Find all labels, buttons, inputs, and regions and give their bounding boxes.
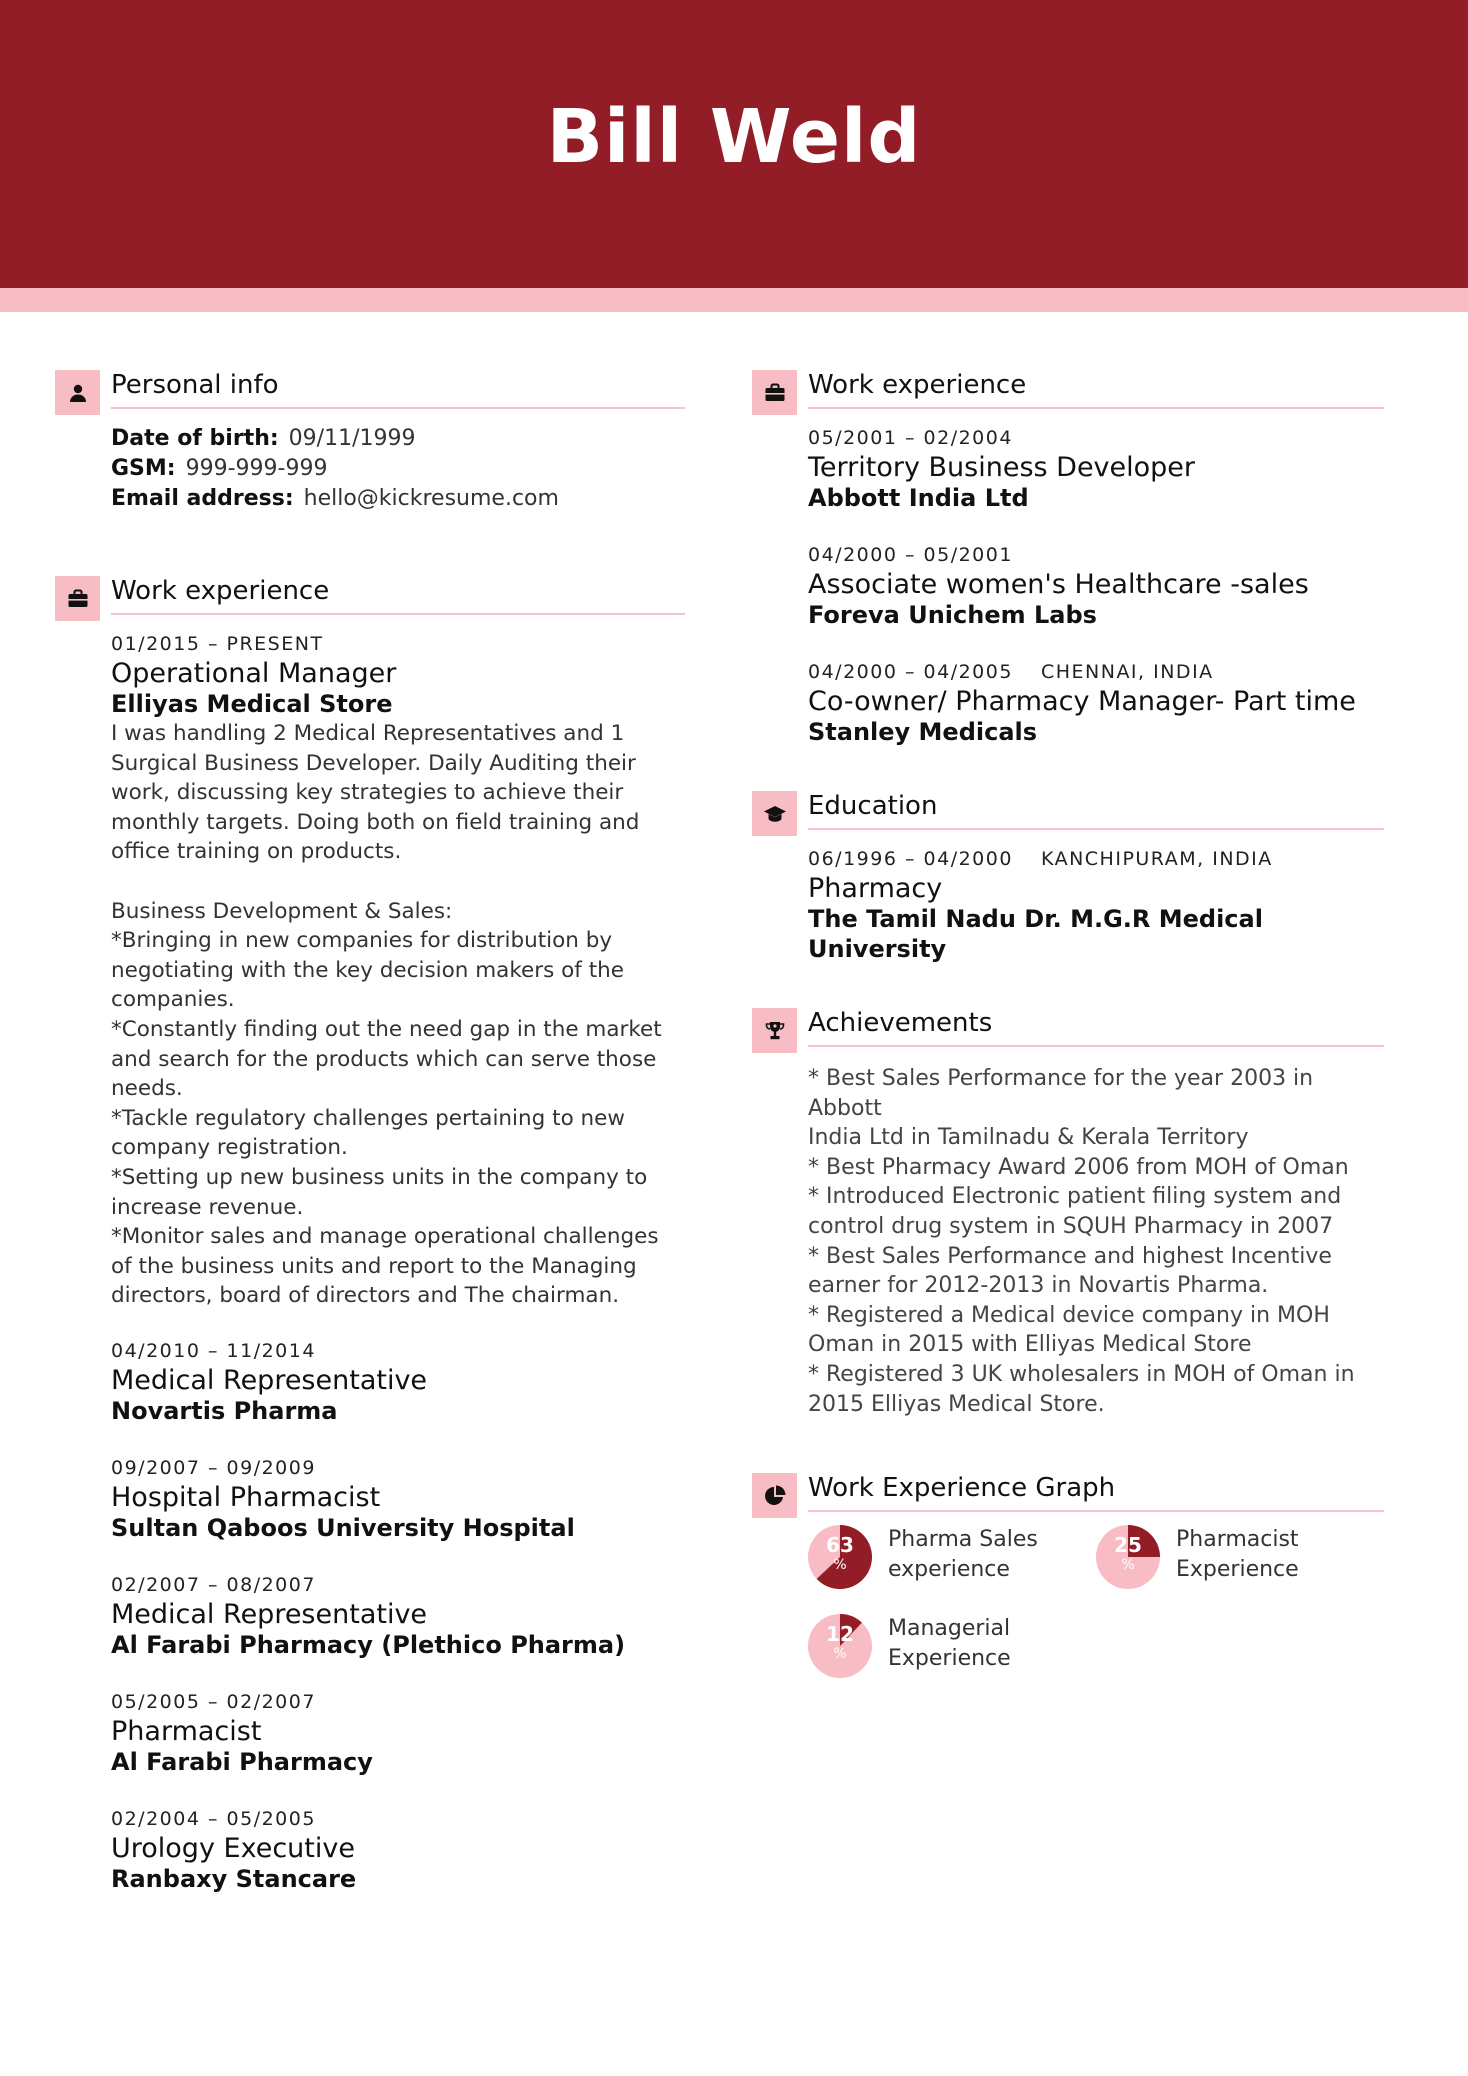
- header-stripe: [0, 288, 1468, 312]
- section-divider: [111, 407, 685, 409]
- section-divider: [111, 613, 685, 615]
- section-divider: [808, 1510, 1384, 1512]
- section-title: Work experience: [808, 370, 1027, 400]
- job-entry: [808, 658, 1384, 747]
- education-dates: 06/1996 – 04/2000 KANCHIPURAM, INDIA: [808, 848, 1273, 870]
- achievements-text: * Best Sales Performance for the year 2003 in Abbott India Ltd in Tamilnadu & Kerala Territory * Best Pharmacy Award 2006 from MOH of Oman * Introduced Electronic patient filing system and control drug system in SQUH Pharmacy in 2007 * Best Sales Performance and highest Incentive earner for 2012-2013 in Novartis Pharma. * Registered a Medical device company in MOH Oman in 2015 with Elliyas Medical Store * Registered 3 UK wholesalers in MOH of Oman in 2015 Elliyas Medical Store.: [808, 1066, 1355, 1417]
- section-title: Education: [808, 791, 938, 821]
- job-title: Urology Executive: [111, 1832, 355, 1864]
- education-location: KANCHIPURAM, INDIA: [1040, 848, 1273, 870]
- achievements-section: [752, 1006, 1384, 1419]
- job-title: Medical Representative: [111, 1364, 428, 1396]
- job-dates: 02/2004 – 05/2005: [111, 1807, 316, 1830]
- job-title: Territory Business Developer: [808, 452, 1196, 483]
- graph-item: [808, 1614, 1068, 1684]
- job-dates: 02/2007 – 08/2007: [111, 1573, 316, 1596]
- graph-percent: %: [833, 1557, 847, 1574]
- school-name: The Tamil Nadu Dr. M.G.R Medical: [808, 905, 1263, 933]
- right-column: [752, 368, 1384, 1695]
- job-title: Co-owner/ Pharmacy Manager- Part time: [808, 686, 1356, 717]
- section-title: Work Experience Graph: [808, 1473, 1116, 1504]
- pie-chart-icon: [752, 1473, 797, 1518]
- email-row: Email address: hello@kickresume.com: [111, 486, 559, 511]
- job-company: Al Farabi Pharmacy: [111, 1747, 373, 1776]
- job-company: Foreva Unichem Labs: [808, 601, 1097, 629]
- section-divider: [808, 407, 1384, 409]
- section-title: Achievements: [808, 1008, 993, 1038]
- job-entry: [111, 1337, 685, 1426]
- job-title: Operational Manager: [111, 658, 397, 689]
- job-dates: 05/2005 – 02/2007: [111, 1690, 316, 1713]
- candidate-name: Bill Weld: [546, 94, 922, 180]
- job-entry: [111, 1805, 685, 1894]
- job-title: Associate women's Healthcare -sales: [808, 569, 1309, 600]
- job-company: Stanley Medicals: [808, 718, 1038, 746]
- job-entry: [808, 541, 1384, 630]
- graph-value: 63: [826, 1533, 854, 1558]
- graph-label: Pharmacist Experience: [1176, 1527, 1299, 1583]
- graph-percent: %: [1121, 1557, 1135, 1574]
- job-dates: 01/2015 – PRESENT: [111, 633, 324, 655]
- right-work-experience-section: [752, 368, 1384, 747]
- job-dates: 05/2001 – 02/2004: [808, 427, 1013, 449]
- job-title: Hospital Pharmacist: [111, 1481, 381, 1513]
- section-divider: [808, 1045, 1384, 1047]
- section-title: Personal info: [111, 370, 279, 400]
- job-entry: [111, 1688, 685, 1777]
- job-location: CHENNAI, INDIA: [1040, 661, 1214, 683]
- job-company: Al Farabi Pharmacy (Plethico Pharma): [111, 1630, 626, 1659]
- experience-graph: [808, 1525, 1384, 1695]
- job-entry: [111, 630, 685, 1311]
- graph-item: [1096, 1525, 1356, 1595]
- graph-value: 12: [826, 1622, 854, 1647]
- briefcase-icon: [55, 576, 100, 621]
- job-title: Medical Representative: [111, 1598, 428, 1630]
- degree: Pharmacy: [808, 873, 943, 904]
- job-description: I was handling 2 Medical Representatives and 1 Surgical Business Developer. Daily Auditing their work, discussing key strategies to achieve their monthly targets. Doing both on field training and office training on products. Business Development & Sales: *Bringing in new companies for distribution by negotiating with the key decision makers of the companies. *Constantly finding out the need gap in the market and search for the products which can serve those needs. *Tackle regulatory challenges pertaining to new company registration. *Setting up new business units in the company to increase revenue. *Monitor sales and manage operational challenges of the business units and report to the Managing directors, board of directors and The chairman.: [111, 721, 662, 1309]
- job-company: Ranbaxy Stancare: [111, 1864, 357, 1893]
- left-work-experience-section: [55, 574, 685, 1894]
- person-icon: [55, 370, 100, 415]
- job-dates: 04/2000 – 05/2001: [808, 544, 1013, 566]
- job-company: Elliyas Medical Store: [111, 690, 393, 718]
- job-entry: [111, 1454, 685, 1543]
- graduation-cap-icon: [752, 791, 797, 836]
- section-divider: [808, 828, 1384, 830]
- briefcase-icon: [752, 370, 797, 415]
- graph-percent: %: [833, 1646, 847, 1663]
- graph-label: Pharma Sales experience: [888, 1527, 1038, 1583]
- school-name-cont: University: [808, 935, 947, 963]
- graph-label: Managerial Experience: [888, 1616, 1011, 1672]
- job-dates: 09/2007 – 09/2009: [111, 1456, 316, 1479]
- job-dates: 04/2000 – 04/2005 CHENNAI, INDIA: [808, 661, 1214, 683]
- resume-header: [0, 0, 1468, 288]
- left-column: [55, 368, 685, 1894]
- trophy-icon: [752, 1008, 797, 1053]
- gsm-row: GSM: 999-999-999: [111, 456, 328, 481]
- job-title: Pharmacist: [111, 1715, 262, 1747]
- work-experience-graph-section: [752, 1471, 1384, 1695]
- job-entry: [808, 424, 1384, 513]
- education-section: [752, 789, 1384, 964]
- section-title: Work experience: [111, 576, 330, 606]
- job-company: Abbott India Ltd: [808, 484, 1029, 512]
- graph-value: 25: [1114, 1533, 1142, 1558]
- graph-item: [808, 1525, 1068, 1595]
- personal-info-section: [55, 368, 685, 514]
- job-company: Novartis Pharma: [111, 1396, 338, 1425]
- job-dates: 04/2010 – 11/2014: [111, 1339, 316, 1362]
- education-entry: [808, 845, 1384, 964]
- job-entry: [111, 1571, 685, 1660]
- dob-row: Date of birth: 09/11/1999: [111, 426, 416, 451]
- job-company: Sultan Qaboos University Hospital: [111, 1513, 575, 1542]
